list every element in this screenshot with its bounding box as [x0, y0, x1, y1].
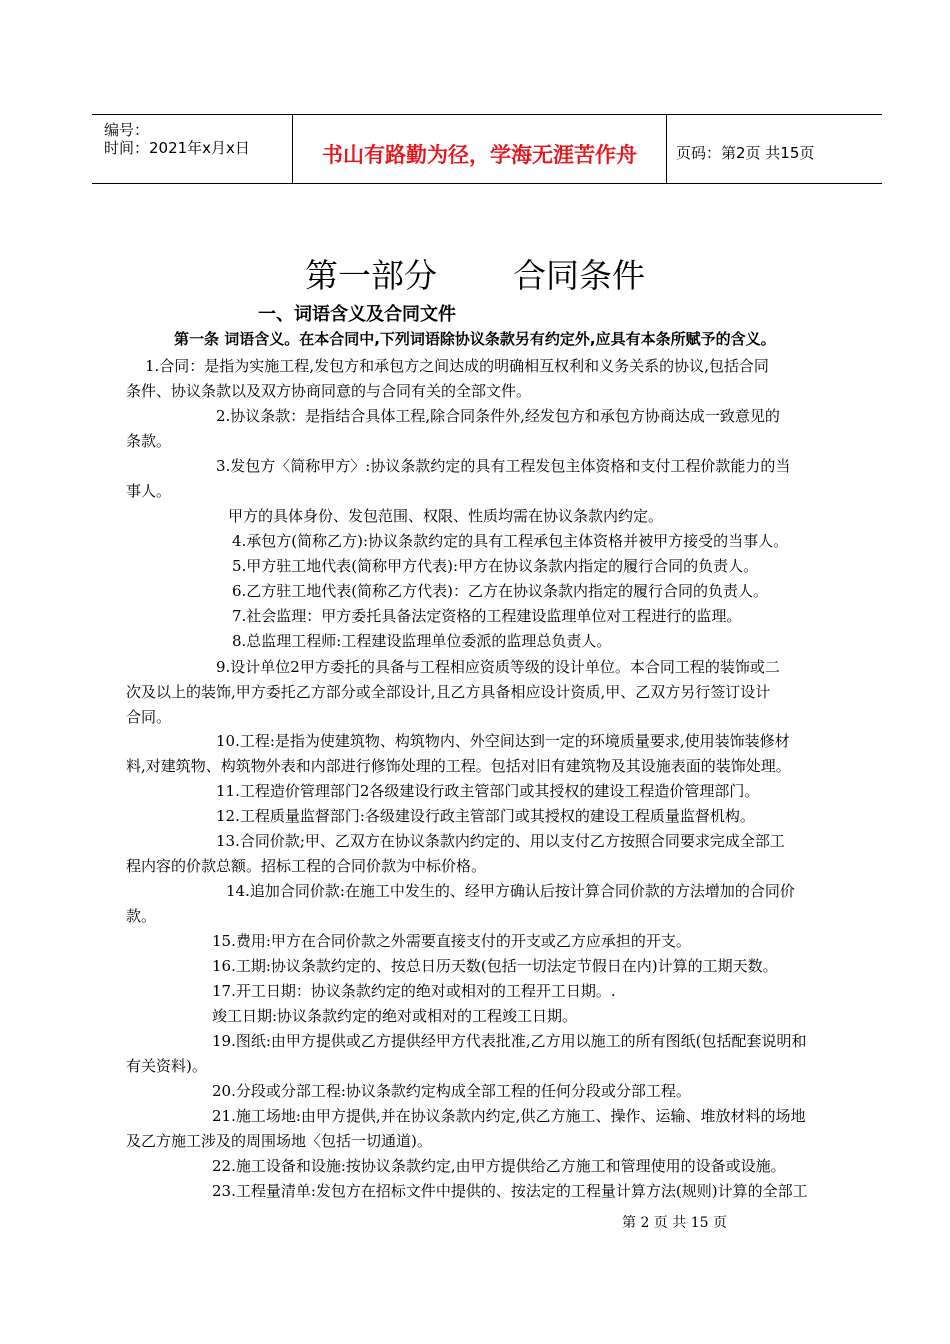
body-line: 事人。 — [126, 482, 172, 500]
body-line: 12.工程质量监督部门:各级建设行政主管部门或其授权的建设工程质量监督机构。 — [216, 807, 755, 825]
body-line: 9.设计单位2甲方委托的具备与工程相应资质等级的设计单位。本合同工程的装饰或二 — [216, 658, 780, 676]
body-line: 23.工程量清单:发包方在招标文件中提供的、按法定的工程量计算方法(规则)计算的全部工 — [212, 1182, 808, 1200]
body-line: 5.甲方驻工地代表(简称甲方代表):甲方在协议条款内指定的履行合同的负责人。 — [232, 557, 759, 575]
body-line: 3.发包方〈简称甲方〉:协议条款约定的具有工程发包主体资格和支付工程价款能力的当 — [216, 457, 791, 475]
body-line: 19.图纸:由甲方提供或乙方提供经甲方代表批准,乙方用以施工的所有图纸(包括配套说明和 — [212, 1032, 807, 1050]
document-code-label: 编号： — [104, 121, 150, 139]
body-line: 2.协议条款：是指结合具体工程,除合同条件外,经发包方和承包方协商达成一致意见的 — [216, 407, 780, 425]
section-heading: 一、词语含义及合同文件 — [258, 304, 456, 325]
body-line: 次及以上的装饰,甲方委托乙方部分或全部设计,且乙方具备相应设计资质,甲、乙双方另行签订设计 — [126, 683, 771, 701]
body-line: 甲方的具体身份、发包范围、权限、性质均需在协议条款内约定。 — [228, 507, 664, 525]
article-heading: 第一条 词语含义。在本合同中,下列词语除协议条款另有约定外,应具有本条所赋予的含义。 — [174, 330, 776, 348]
body-line: 1.合同：是指为实施工程,发包方和承包方之间达成的明确相互权利和义务关系的协议,包括合同 — [145, 357, 769, 375]
title-part: 第一部分 — [305, 256, 437, 295]
header-right-cell — [666, 115, 882, 183]
header-table — [92, 114, 882, 184]
header-left-cell — [92, 115, 292, 183]
document-time-label: 时间：2021年x月x日 — [104, 139, 250, 157]
header-center-cell — [292, 115, 667, 183]
body-line: 20.分段或分部工程:协议条款约定构成全部工程的任何分段或分部工程。 — [212, 1082, 691, 1100]
body-line: 料,对建筑物、构筑物外表和内部进行修饰处理的工程。包括对旧有建筑物及其设施表面的装饰处理。 — [126, 757, 791, 775]
page-title — [0, 250, 950, 297]
body-line: 14.追加合同价款:在施工中发生的、经甲方确认后按计算合同价款的方法增加的合同价 — [226, 882, 795, 900]
body-line: 22.施工设备和设施:按协议条款约定,由甲方提供给乙方施工和管理使用的设备或设施。 — [212, 1157, 786, 1175]
body-line: 10.工程:是指为使建筑物、构筑物内、外空间达到一定的环境质量要求,使用装饰装修材 — [216, 732, 790, 750]
body-line: 17.开工日期：协议条款约定的绝对或相对的工程开工日期。. — [212, 982, 616, 1000]
body-line: 程内容的价款总额。招标工程的合同价款为中标价格。 — [126, 857, 487, 875]
body-line: 8.总监理工程师:工程建设监理单位委派的监理总负责人。 — [232, 632, 612, 650]
body-line: 15.费用:甲方在合同价款之外需要直接支付的开支或乙方应承担的开支。 — [212, 932, 691, 950]
body-line: 合同。 — [126, 708, 172, 726]
body-line: 16.工期:协议条款约定的、按总日历天数(包括一切法定节假日在内)计算的工期天数。 — [212, 957, 778, 975]
body-line: 条件、协议条款以及双方协商同意的与合同有关的全部文件。 — [126, 382, 532, 400]
body-line: 11.工程造价管理部门2各级建设行政主管部门或其授权的建设工程造价管理部门。 — [216, 782, 760, 800]
body-line: 有关资料)。 — [126, 1057, 207, 1075]
header-motto: 书山有路勤为径，学海无涯苦作舟 — [322, 143, 637, 167]
title-name: 合同条件 — [513, 256, 645, 295]
page-footer: 第 2 页 共 15 页 — [622, 1215, 727, 1231]
body-line: 21.施工场地:由甲方提供,并在协议条款内约定,供乙方施工、操作、运输、堆放材料的场地 — [212, 1107, 806, 1125]
body-line: 竣工日期:协议条款约定的绝对或相对的工程竣工日期。 — [212, 1007, 578, 1025]
body-line: 6.乙方驻工地代表(简称乙方代表)：乙方在协议条款内指定的履行合同的负责人。 — [232, 582, 769, 600]
body-line: 13.合同价款;甲、乙双方在协议条款内约定的、用以支付乙方按照合同要求完成全部工 — [216, 832, 785, 850]
body-line: 4.承包方(简称乙方):协议条款约定的具有工程承包主体资格并被甲方接受的当事人。 — [232, 532, 789, 550]
header-page-info: 页码：第2页 共15页 — [676, 144, 815, 162]
body-line: 条款。 — [126, 432, 172, 450]
body-line: 7.社会监理：甲方委托具备法定资格的工程建设监理单位对工程进行的监理。 — [232, 607, 742, 625]
body-line: 及乙方施工涉及的周围场地〈包括一切通道)。 — [126, 1132, 432, 1150]
body-line: 款。 — [126, 907, 157, 925]
